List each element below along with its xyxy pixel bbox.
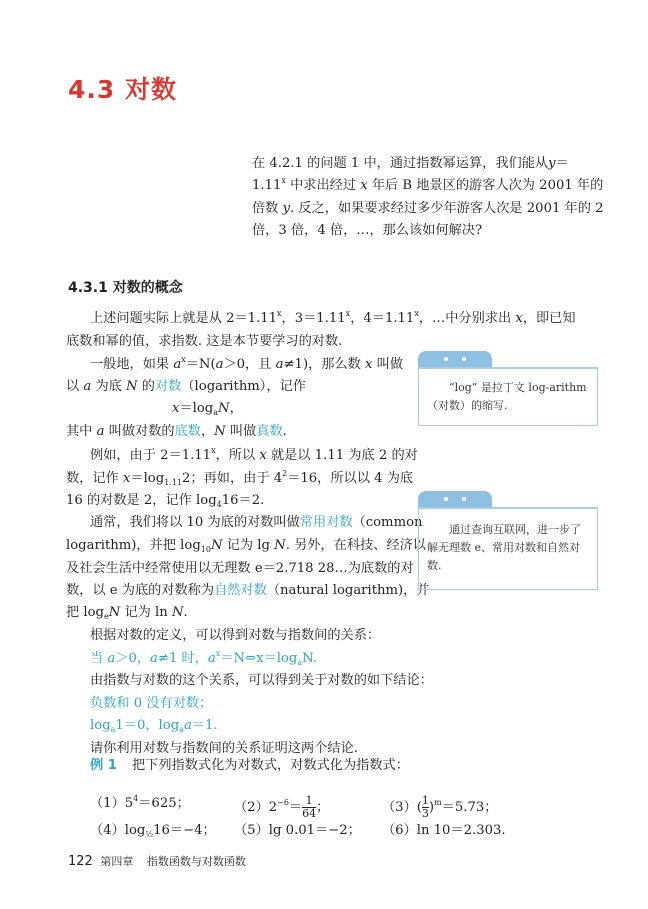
fraction-part: 1 <box>305 794 313 807</box>
fraction-part: 64 <box>302 807 317 820</box>
text-segment: 2；再如，由于 4 <box>182 471 283 486</box>
example-item <box>234 795 329 820</box>
text-segment: x <box>281 176 286 185</box>
example-label: 例 1 <box>90 758 117 773</box>
text-segment: （logarithm），记作 <box>181 379 306 394</box>
text-segment: ， <box>200 424 215 439</box>
text-segment: a <box>83 379 92 394</box>
text-segment: x <box>259 448 267 463</box>
text-segment: N <box>126 379 138 394</box>
text-segment: x <box>215 649 221 658</box>
text-segment: 在 4.2.1 的问题 1 中，通过指数幂运算，我们能从 <box>252 156 549 171</box>
text-segment: x <box>172 401 180 416</box>
text-segment: ＝5.73； <box>441 800 498 815</box>
text-segment: x <box>345 309 351 318</box>
margin-note-internet <box>418 491 598 590</box>
text-segment: 就是以 1.11 为底 2 的对 <box>266 448 418 463</box>
text-segment: 1＝0，log <box>115 718 180 733</box>
text-segment: a <box>207 651 216 666</box>
text-segment: 为底 <box>91 379 127 394</box>
text-segment: 倍，3 倍，4 倍，…，那么该如何解决? <box>252 223 483 238</box>
text-segment: 数，记作 <box>66 471 123 486</box>
text-segment: ＞0， <box>115 651 151 666</box>
text-segment: （6）ln 10＝2.303. <box>382 823 506 838</box>
text-line <box>90 650 317 668</box>
example-item <box>234 822 361 840</box>
text-segment: e <box>103 612 109 621</box>
example-item <box>382 795 497 820</box>
text-segment: ； <box>316 800 330 815</box>
text-segment: 根据对数的定义，可以得到对数与指数间的关系： <box>90 628 381 643</box>
text-segment: y <box>282 201 291 216</box>
text-segment: 请你利用对数与指数间的关系证明这两个结论. <box>90 741 358 756</box>
example-item <box>90 795 190 813</box>
text-line <box>90 514 423 532</box>
chapter-title: 指数函数与对数函数 <box>146 855 246 868</box>
text-segment: 16＝−4； <box>153 823 216 838</box>
text-segment: . 另外，在科技、经济以 <box>285 538 426 553</box>
text-segment: log <box>90 718 111 733</box>
text-segment: ，所以 <box>215 448 260 463</box>
text-segment: N <box>274 538 286 553</box>
text-segment: ，…中分别求出 <box>418 311 516 326</box>
text-line <box>66 560 414 578</box>
text-segment: ＝log <box>179 401 214 416</box>
subsection-heading: 4.3.1 对数的概念 <box>68 280 183 296</box>
example-prompt: 把下列指数式化为对数式，对数式化为指数式： <box>132 758 409 773</box>
text-segment: ＝N⇔x＝log <box>220 651 298 666</box>
text-segment: x <box>360 178 368 193</box>
text-segment: 一般地，如果 <box>90 357 174 372</box>
text-segment: 常用对数 <box>299 515 353 530</box>
text-segment: （natural logarithm)，并 <box>266 583 430 598</box>
text-segment: 4 <box>133 794 139 803</box>
text-segment: . 反之，如果要求经过多少年游客人次是 2001 年的 2 <box>290 201 604 216</box>
text-segment: 底数 <box>174 424 201 439</box>
text-segment: 对数 <box>154 379 182 394</box>
text-segment: 以 <box>66 379 84 394</box>
note-tab-icon <box>418 351 492 367</box>
text-line <box>252 155 569 173</box>
text-segment: x <box>515 311 523 326</box>
text-segment: 16＝2. <box>221 493 265 508</box>
text-segment: a <box>213 408 219 417</box>
text-segment: ，即已知 <box>522 311 576 326</box>
text-segment: 真数 <box>256 424 283 439</box>
text-line <box>66 333 342 351</box>
text-segment: a <box>110 725 116 734</box>
text-segment: 叫做对数的 <box>104 424 175 439</box>
text-segment: ，3＝1.11 <box>281 311 346 326</box>
text-segment: 1.11 <box>252 178 282 193</box>
text-segment: x <box>414 309 419 318</box>
text-segment: a <box>96 424 105 439</box>
text-segment: ＝16，所以以 4 为底 <box>287 471 414 486</box>
text-line <box>172 400 243 418</box>
text-segment: 通常，我们将以 10 为底的对数叫做 <box>90 515 300 530</box>
chapter-label: 第四章 <box>100 855 134 868</box>
text-line <box>90 356 403 374</box>
text-segment: 及社会生活中经常使用以无理数 e＝2.718 28…为底数的对 <box>66 561 414 576</box>
text-line <box>66 604 188 622</box>
margin-note-log <box>418 351 598 426</box>
text-segment: x <box>122 471 131 486</box>
text-segment: ， <box>229 401 243 416</box>
text-segment: . <box>183 605 188 620</box>
text-segment: 16 的对数是 2，记作 log <box>66 493 217 508</box>
page-footer <box>68 853 246 869</box>
text-segment <box>422 795 429 820</box>
fraction-part: 1 <box>421 794 429 807</box>
text-segment: ) <box>428 800 435 815</box>
text-segment: N <box>218 401 230 416</box>
text-segment: logarithm)，并把 log <box>66 538 201 553</box>
text-segment: 当 <box>90 651 108 666</box>
text-segment: ＝log <box>130 471 165 486</box>
text-segment: （common <box>352 515 423 530</box>
text-segment: m <box>434 798 442 807</box>
text-line <box>66 492 264 510</box>
note-tab-icon <box>418 491 492 507</box>
text-line <box>252 177 603 195</box>
text-segment: . <box>282 424 287 439</box>
text-segment: N <box>171 605 184 620</box>
text-segment: 把 log <box>66 605 104 620</box>
text-segment: ½ <box>145 830 154 839</box>
text-segment: −6 <box>277 798 289 807</box>
text-line <box>66 470 413 488</box>
text-segment: （4）log <box>90 823 146 838</box>
text-segment: 叫做 <box>225 424 257 439</box>
text-segment: 负数和 0 没有对数； <box>90 696 213 711</box>
text-segment: 2 <box>282 469 288 478</box>
text-segment: a <box>107 651 116 666</box>
text-segment: 上述问题实际上就是从 2＝1.11 <box>90 311 278 326</box>
text-segment: ＝1. <box>191 718 218 733</box>
text-segment: 4 <box>216 500 222 509</box>
text-segment: a <box>183 718 192 733</box>
text-segment: a <box>297 658 303 667</box>
text-line <box>66 423 287 441</box>
text-segment: x <box>211 446 216 455</box>
text-segment: ＞0，且 <box>223 357 276 372</box>
text-segment: 10 <box>200 545 211 554</box>
text-segment: a <box>150 651 158 666</box>
fraction-part: 3 <box>421 807 429 820</box>
text-segment: y <box>548 156 556 171</box>
text-line <box>90 672 433 690</box>
text-segment: 叫做 <box>372 357 404 372</box>
text-segment: ，4＝1.11 <box>350 311 415 326</box>
text-segment: （5）lg 0.01＝−2； <box>234 823 361 838</box>
text-segment: N <box>210 538 223 553</box>
text-segment: 记为 lg <box>222 538 275 553</box>
note-text: 通过查询互联网，进一步了解无理数 e、常用对数和自然对数. <box>418 507 598 590</box>
text-segment: 由指数与对数的这个关系，可以得到关于对数的如下结论： <box>90 673 433 688</box>
text-line <box>66 582 430 600</box>
text-line <box>66 537 426 555</box>
text-segment: 自然对数 <box>214 583 267 598</box>
text-segment: 数，以 e 为底的对数称为 <box>66 583 215 598</box>
text-line <box>90 627 380 645</box>
text-segment: ＝ <box>288 800 303 815</box>
text-line <box>90 310 576 328</box>
text-segment: 1.11 <box>164 478 182 487</box>
text-line <box>252 200 604 218</box>
text-line <box>66 378 306 396</box>
text-segment: x <box>365 357 373 372</box>
text-segment: N <box>214 424 226 439</box>
example-item <box>382 822 506 840</box>
text-segment: ≠1 时， <box>157 651 208 666</box>
text-line <box>252 222 482 240</box>
text-segment: 年后 B 地景区的游客人次为 2001 年的 <box>367 178 604 193</box>
text-segment: 中求出经过 <box>285 178 361 193</box>
text-segment: 其中 <box>66 424 97 439</box>
text-segment: N. <box>302 651 317 666</box>
text-segment: x <box>181 355 186 364</box>
text-line <box>90 695 212 713</box>
text-segment: 例如，由于 2＝1.11 <box>90 448 212 463</box>
text-segment: a <box>275 357 284 372</box>
text-segment: ＝ <box>555 156 569 171</box>
text-segment: 底数和幂的值，求指数. 这是本节要学习的对数. <box>66 334 343 349</box>
text-segment: （2）2 <box>234 800 278 815</box>
text-segment: （1）5 <box>90 796 134 811</box>
page-number: 122 <box>68 854 93 869</box>
text-segment: ＝625； <box>138 796 190 811</box>
text-segment: 的 <box>137 379 155 394</box>
text-segment: 倍数 <box>252 201 283 216</box>
text-segment: N <box>108 605 121 620</box>
text-line <box>90 717 218 735</box>
text-segment: ≠1)，那么数 <box>283 357 366 372</box>
text-segment: x <box>277 309 282 318</box>
text-segment: a <box>173 357 182 372</box>
text-segment: a <box>215 357 224 372</box>
example-item <box>90 822 216 840</box>
text-line <box>90 740 358 758</box>
text-line <box>90 447 418 465</box>
text-segment <box>302 795 316 820</box>
text-segment: ＝N( <box>185 357 216 372</box>
section-title: 4.3 对数 <box>68 75 177 104</box>
text-segment: （3）( <box>382 800 422 815</box>
note-text: “log” 是拉丁文 log-arithm（对数）的缩写. <box>418 367 598 426</box>
text-segment: 记为 ln <box>120 605 172 620</box>
text-segment: a <box>179 725 184 734</box>
